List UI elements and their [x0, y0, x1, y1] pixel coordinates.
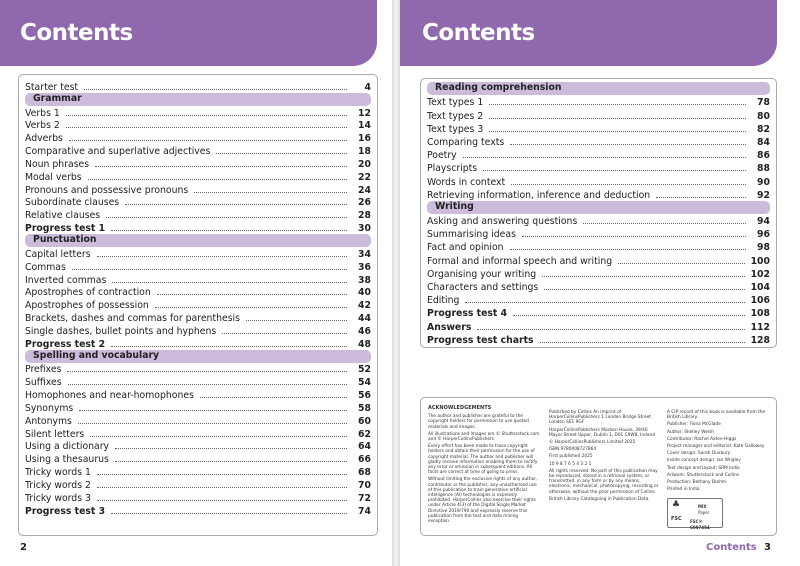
dot-leader: [583, 223, 746, 224]
contents-entry[interactable]: [25, 144, 371, 157]
contents-entry[interactable]: [25, 491, 371, 504]
entry-page: 68: [358, 467, 371, 479]
contents-entry[interactable]: [427, 95, 770, 108]
entry-page: 34: [358, 248, 371, 260]
dot-leader: [97, 500, 347, 501]
left-page: [0, 0, 392, 566]
entry-title: Tricky words 2: [25, 480, 91, 491]
contents-entry[interactable]: [25, 478, 371, 491]
entry-title: Progress test 2: [25, 338, 106, 350]
dot-leader: [656, 197, 746, 198]
contents-entry[interactable]: [25, 157, 371, 170]
entry-page: 80: [757, 110, 770, 122]
entry-page: 48: [358, 338, 371, 350]
section-heading: Spelling and vocabulary: [25, 350, 371, 363]
entry-title: Verbs 1: [25, 107, 60, 119]
contents-entry[interactable]: [25, 363, 371, 376]
entry-page: 38: [358, 274, 371, 286]
contents-entry[interactable]: [427, 333, 770, 346]
ack-paragraph: ISBN 9780008727864: [549, 447, 597, 453]
dot-leader: [489, 118, 746, 119]
entry-page: 66: [358, 454, 371, 466]
dot-leader: [88, 179, 347, 180]
entry-page: 72: [358, 492, 371, 504]
fsc-code: FSC® C007454: [690, 519, 710, 530]
section-heading: Grammar: [25, 93, 371, 106]
ack-paragraph: British Library Cataloguing in Publication Data.: [549, 496, 650, 502]
dot-leader: [194, 192, 347, 193]
ack-paragraph: HarperCollinsPublishers Macken House, 39/40 Mayor Street Upper, Dublin 1, D01 C9W8, Ireland: [549, 427, 655, 438]
entry-page: 82: [757, 123, 770, 135]
entry-page: 58: [358, 402, 371, 414]
contents-entry[interactable]: [427, 148, 770, 161]
contents-entry[interactable]: [25, 452, 371, 465]
ack-paragraph: Cover design: Sarah Duxbury: [667, 451, 731, 457]
entry-page: 106: [750, 295, 770, 307]
dot-leader: [542, 276, 744, 277]
contents-entry[interactable]: [25, 298, 371, 311]
dot-leader: [115, 461, 347, 462]
dot-leader: [78, 423, 347, 424]
entry-title: Commas: [25, 261, 66, 273]
contents-entry[interactable]: [427, 227, 770, 240]
entry-page: 94: [757, 216, 770, 228]
dot-leader: [115, 448, 347, 449]
ack-paragraph: Project manager and editorial: Kate Galloway: [667, 444, 765, 450]
dot-leader: [246, 320, 347, 321]
entry-page: 52: [358, 364, 371, 376]
entry-title: Text types 1: [427, 97, 484, 109]
entry-title: Capital letters: [25, 248, 91, 260]
entry-title: Relative clauses: [25, 210, 101, 222]
entry-page: 16: [358, 133, 371, 145]
entry-title: Poetry: [427, 150, 457, 162]
contents-entry[interactable]: [427, 240, 770, 253]
contents-entry[interactable]: [25, 401, 371, 414]
dot-leader: [68, 384, 347, 385]
entry-title: Noun phrases: [25, 158, 90, 170]
contents-entry[interactable]: [427, 161, 770, 174]
contents-entry[interactable]: [25, 427, 371, 440]
contents-entry[interactable]: [25, 131, 371, 144]
entry-title: Comparative and superlative adjectives: [25, 146, 211, 158]
entry-page: 4: [364, 81, 371, 93]
entry-title: Asking and answering questions: [427, 216, 578, 228]
dot-leader: [157, 294, 347, 295]
ack-paragraph: Artwork: Shutterstock and Collins: [667, 472, 739, 478]
dot-leader: [97, 474, 347, 475]
ack-column-2: [549, 410, 659, 504]
entry-title: Formal and informal speech and writing: [427, 255, 613, 267]
entry-page: 102: [750, 268, 770, 280]
entry-page: 46: [358, 325, 371, 337]
entry-page: 28: [358, 210, 371, 222]
entry-title: Tricky words 3: [25, 492, 91, 504]
page-number: 3: [764, 542, 771, 553]
entry-title: Organising your writing: [427, 268, 537, 280]
entry-title: Retrieving information, inference and deduction: [427, 189, 651, 201]
contents-entry[interactable]: [25, 183, 371, 196]
contents-entry[interactable]: [25, 286, 371, 299]
spine-gutter: [392, 0, 400, 566]
contents-entry[interactable]: [427, 306, 770, 319]
ack-paragraph: First published 2025: [549, 454, 593, 460]
entry-page: 112: [750, 321, 770, 333]
dot-leader: [155, 307, 347, 308]
dot-leader: [544, 289, 744, 290]
entry-title: Suffixes: [25, 377, 62, 389]
entry-title: Apostrophes of possession: [25, 300, 149, 312]
contents-entry[interactable]: [427, 135, 770, 148]
entry-page: 60: [358, 415, 371, 427]
dot-leader: [465, 302, 744, 303]
entry-title: Antonyms: [25, 415, 72, 427]
ack-heading: ACKNOWLEDGEMENTS: [428, 405, 492, 411]
contents-entry[interactable]: [25, 196, 371, 209]
contents-entry[interactable]: [25, 465, 371, 478]
dot-leader: [112, 282, 347, 283]
ack-paragraph: 10 9 8 7 6 5 4 3 2 1: [549, 461, 592, 467]
contents-entry[interactable]: [25, 414, 371, 427]
contents-entry[interactable]: [427, 293, 770, 306]
contents-entry[interactable]: [25, 273, 371, 286]
dot-leader: [618, 263, 744, 264]
contents-entry[interactable]: [25, 324, 371, 337]
dot-leader: [540, 342, 745, 343]
fsc-mix-logo: [667, 498, 723, 528]
entry-page: 56: [358, 390, 371, 402]
entry-page: 20: [358, 158, 371, 170]
contents-entry[interactable]: [25, 504, 371, 517]
dot-leader: [72, 269, 347, 270]
dot-leader: [111, 513, 347, 514]
contents-entry[interactable]: [25, 440, 371, 453]
contents-entry[interactable]: [427, 108, 770, 121]
dot-leader: [84, 89, 347, 90]
dot-leader: [463, 157, 746, 158]
entry-title: Text types 2: [427, 110, 484, 122]
dot-leader: [111, 346, 347, 347]
entry-page: 74: [358, 505, 371, 517]
entry-title: Text types 3: [427, 123, 484, 135]
entry-title: Editing: [427, 295, 460, 307]
entry-page: 108: [750, 308, 770, 320]
page-title: Contents: [400, 0, 777, 66]
entry-page: 70: [358, 480, 371, 491]
entry-title: Subordinate clauses: [25, 197, 120, 209]
entry-title: Progress test 1: [25, 223, 106, 235]
contents-entry[interactable]: [25, 375, 371, 388]
entry-page: 62: [358, 428, 371, 440]
dot-leader: [90, 436, 347, 437]
ack-paragraph: Publisher: Fiona McGlade: [667, 422, 721, 428]
dot-leader: [489, 104, 746, 105]
dot-leader: [511, 184, 746, 185]
section-heading: Writing: [427, 201, 770, 214]
dot-leader: [489, 131, 746, 132]
entry-title: Apostrophes of contraction: [25, 287, 151, 299]
dot-leader: [510, 144, 746, 145]
contents-entry[interactable]: [25, 247, 371, 260]
dot-leader: [66, 115, 347, 116]
contents-entry[interactable]: [25, 388, 371, 401]
entry-page: 24: [358, 184, 371, 196]
entry-page: 78: [757, 97, 770, 109]
ack-paragraph: Production: Bethany Brohm: [667, 480, 727, 486]
entry-title: Summarising ideas: [427, 229, 516, 241]
contents-list: [420, 78, 777, 348]
entry-title: Brackets, dashes and commas for parenthesis: [25, 313, 240, 325]
contents-list: [18, 74, 378, 536]
entry-title: Characters and settings: [427, 282, 539, 293]
entry-title: Adverbs: [25, 133, 63, 145]
dot-leader: [97, 487, 347, 488]
dot-leader: [222, 333, 347, 334]
dot-leader: [513, 315, 745, 316]
contents-entry[interactable]: [427, 174, 770, 187]
page-number: 2: [20, 542, 27, 553]
dot-leader: [216, 153, 347, 154]
entry-page: 12: [358, 107, 371, 119]
ack-column-3: [667, 410, 772, 530]
dot-leader: [79, 410, 347, 411]
contents-entry[interactable]: [427, 188, 770, 201]
contents-entry[interactable]: [427, 253, 770, 266]
ack-column-1: [428, 406, 540, 526]
ack-paragraph: Text design and layout: SRM India: [667, 465, 740, 471]
dot-leader: [522, 236, 746, 237]
entry-title: Synonyms: [25, 402, 74, 414]
entry-title: Answers: [427, 321, 472, 333]
ack-paragraph: Inside concept design: Ian Wrigley: [667, 458, 741, 464]
entry-page: 96: [757, 229, 770, 241]
fsc-logo-text: FSC: [671, 516, 682, 523]
section-heading: Punctuation: [25, 234, 371, 247]
contents-entry[interactable]: [25, 221, 371, 234]
dot-leader: [200, 397, 347, 398]
entry-page: 90: [757, 176, 770, 188]
entry-page: 98: [757, 242, 770, 254]
contents-entry[interactable]: [427, 214, 770, 227]
ack-paragraph: All illustrations and images are © Shutterstock.com and © HarperCollinsPublishers: [428, 431, 540, 443]
entry-page: 86: [757, 150, 770, 162]
dot-leader: [67, 371, 347, 372]
fsc-mix: MIX: [698, 504, 707, 510]
entry-title: Playscripts: [427, 163, 478, 175]
entry-title: Homophones and near-homophones: [25, 390, 194, 402]
entry-title: Silent letters: [25, 428, 85, 440]
entry-title: Fact and opinion: [427, 242, 504, 254]
entry-title: Single dashes, bullet points and hyphens: [25, 325, 217, 337]
entry-page: 84: [757, 136, 770, 148]
entry-page: 42: [358, 300, 371, 312]
ack-paragraph: The author and publisher are grateful to the copyright holders for permission to use quoted materials and images.: [428, 414, 529, 430]
footer-label: Contents: [706, 542, 757, 553]
contents-entry[interactable]: [25, 119, 371, 132]
entry-title: Using a dictionary: [25, 441, 110, 453]
right-page: [400, 0, 800, 566]
contents-entry[interactable]: [25, 170, 371, 183]
entry-page: 18: [358, 146, 371, 158]
tree-icon: ♣: [672, 500, 681, 511]
entry-title: Progress test charts: [427, 334, 534, 346]
dot-leader: [97, 256, 347, 257]
entry-page: 64: [358, 441, 371, 453]
contents-entry[interactable]: [25, 80, 371, 93]
entry-title: Progress test 3: [25, 505, 106, 517]
contents-entry[interactable]: [25, 337, 371, 350]
ack-paragraph: Contributor: Rachel Axten-Higgs: [667, 436, 737, 442]
entry-page: 100: [750, 255, 770, 267]
dot-leader: [125, 204, 347, 205]
entry-page: 36: [358, 261, 371, 273]
entry-title: Starter test: [25, 81, 79, 93]
contents-entry[interactable]: [25, 260, 371, 273]
entry-title: Verbs 2: [25, 120, 60, 132]
contents-entry[interactable]: [427, 122, 770, 135]
entry-title: Pronouns and possessive pronouns: [25, 184, 189, 196]
dot-leader: [95, 166, 347, 167]
entry-title: Inverted commas: [25, 274, 107, 286]
section-heading: Reading comprehension: [427, 82, 770, 95]
contents-entry[interactable]: [25, 106, 371, 119]
dot-leader: [66, 127, 347, 128]
entry-page: 40: [358, 287, 371, 299]
entry-title: Tricky words 1: [25, 467, 91, 479]
contents-entry[interactable]: [427, 267, 770, 280]
contents-entry[interactable]: [25, 208, 371, 221]
entry-title: Using a thesaurus: [25, 454, 109, 466]
dot-leader: [111, 230, 347, 231]
entry-title: Comparing texts: [427, 136, 505, 148]
entry-title: Progress test 4: [427, 308, 508, 320]
contents-entry[interactable]: [427, 280, 770, 293]
entry-title: Modal verbs: [25, 171, 82, 183]
page-title: Contents: [0, 0, 377, 66]
entry-title: Words in context: [427, 176, 506, 188]
ack-paragraph: Every effort has been made to trace copyright holders and obtain their permission for the use of copyright material. The author and publisher will gladly receive information enabling them to rectify any error or omission in subsequent editions. All facts are correct at time of going to press.: [428, 444, 538, 476]
contents-entry[interactable]: [25, 311, 371, 324]
entry-title: Prefixes: [25, 364, 62, 376]
dot-leader: [69, 140, 347, 141]
fsc-paper: Paper: [698, 510, 710, 516]
entry-page: 88: [757, 163, 770, 175]
entry-page: 30: [358, 223, 371, 235]
ack-paragraph: © HarperCollinsPublishers Limited 2025: [549, 440, 636, 446]
ack-paragraph: All rights reserved. No part of this publication may be reproduced, stored in a retrieval system, or transmitted, in any form or by any means, electronic, mechanical, photocopying, recording or otherwise, without the prior permission of Collins.: [549, 468, 659, 495]
dot-leader: [106, 217, 347, 218]
ack-paragraph: Published by Collins An imprint of HarperCollinsPublishers 1 London Bridge Street London SE1 9GF: [549, 410, 651, 426]
entry-page: 54: [358, 377, 371, 389]
entry-page: 44: [358, 313, 371, 325]
ack-paragraph: Author: Shelley Welsh: [667, 429, 715, 435]
entry-page: 14: [358, 120, 371, 132]
contents-entry[interactable]: [427, 319, 770, 332]
dot-leader: [477, 329, 744, 330]
ack-paragraph: A CIP record of this book is available from the British Library.: [667, 410, 766, 421]
entry-page: 26: [358, 197, 371, 209]
entry-page: 22: [358, 171, 371, 183]
entry-page: 128: [750, 334, 770, 346]
acknowledgements-box: [420, 397, 777, 536]
dot-leader: [510, 249, 746, 250]
entry-page: 92: [757, 189, 770, 201]
ack-paragraph: Printed in India: [667, 487, 700, 493]
ack-paragraph: Without limiting the exclusive rights of any author, contributor or the publisher, any unauthorised use of this publication to train generative artificial intelligence (AI) technologies is expressly prohibited. HarperCollins also exercise their rights under Article 4(3) of the Digital Single Market Directive 2019/790 and expressly reserve this publication from the text and data mining exception.: [428, 477, 538, 525]
entry-page: 104: [750, 282, 770, 293]
dot-leader: [483, 170, 746, 171]
